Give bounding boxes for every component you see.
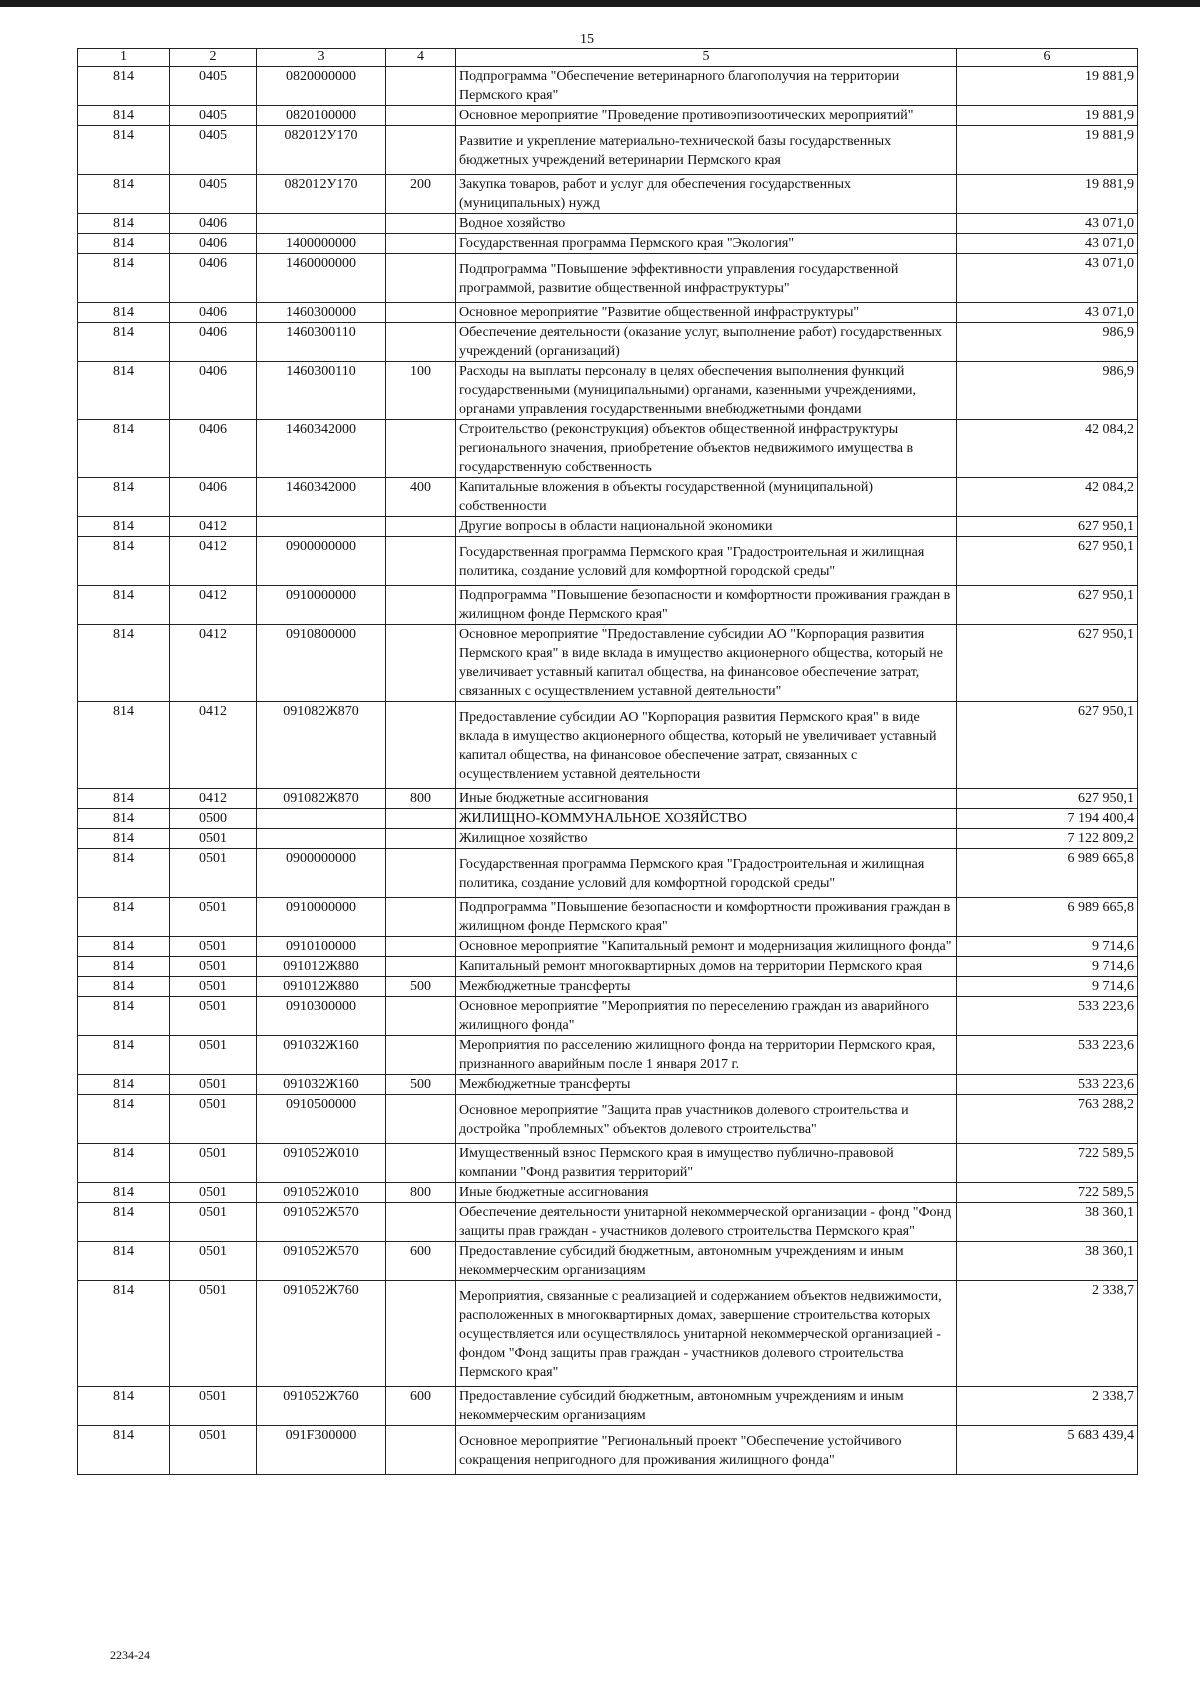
section-code: 0412 bbox=[170, 789, 257, 809]
section-code: 0501 bbox=[170, 1281, 257, 1387]
expense-type-code bbox=[386, 957, 456, 977]
table-row bbox=[78, 1095, 1138, 1144]
table-row bbox=[78, 957, 1138, 977]
target-article-code: 091052Ж570 bbox=[257, 1242, 386, 1281]
expense-type-code bbox=[386, 323, 456, 362]
table-row bbox=[78, 175, 1138, 214]
target-article-code: 0820000000 bbox=[257, 67, 386, 106]
section-code: 0405 bbox=[170, 106, 257, 126]
amount: 627 950,1 bbox=[957, 625, 1138, 702]
section-code: 0500 bbox=[170, 809, 257, 829]
target-article-code: 091032Ж160 bbox=[257, 1036, 386, 1075]
department-code: 814 bbox=[78, 789, 170, 809]
department-code: 814 bbox=[78, 254, 170, 303]
expense-type-code bbox=[386, 809, 456, 829]
table-row bbox=[78, 254, 1138, 303]
target-article-code: 1460342000 bbox=[257, 420, 386, 478]
target-article-code: 1460000000 bbox=[257, 254, 386, 303]
table-row bbox=[78, 106, 1138, 126]
table-row bbox=[78, 1242, 1138, 1281]
table-row bbox=[78, 977, 1138, 997]
expense-type-code bbox=[386, 1281, 456, 1387]
section-code: 0406 bbox=[170, 478, 257, 517]
department-code: 814 bbox=[78, 478, 170, 517]
department-code: 814 bbox=[78, 234, 170, 254]
expense-name: Основное мероприятие "Проведение противоэпизоотических мероприятий" bbox=[456, 106, 957, 126]
target-article-code bbox=[257, 809, 386, 829]
amount: 38 360,1 bbox=[957, 1203, 1138, 1242]
expense-type-code bbox=[386, 254, 456, 303]
target-article-code: 091052Ж010 bbox=[257, 1183, 386, 1203]
target-article-code: 091082Ж870 bbox=[257, 702, 386, 789]
expense-type-code bbox=[386, 586, 456, 625]
section-code: 0412 bbox=[170, 586, 257, 625]
expense-name: Закупка товаров, работ и услуг для обеспечения государственных (муниципальных) нужд bbox=[456, 175, 957, 214]
target-article-code: 0910000000 bbox=[257, 586, 386, 625]
scan-top-edge bbox=[0, 0, 1200, 7]
department-code: 814 bbox=[78, 702, 170, 789]
expense-type-code: 100 bbox=[386, 362, 456, 420]
department-code: 814 bbox=[78, 517, 170, 537]
target-article-code: 1460300110 bbox=[257, 362, 386, 420]
department-code: 814 bbox=[78, 625, 170, 702]
expense-type-code bbox=[386, 849, 456, 898]
expense-name: Капитальный ремонт многоквартирных домов на территории Пермского края bbox=[456, 957, 957, 977]
table-row bbox=[78, 1036, 1138, 1075]
department-code: 814 bbox=[78, 1183, 170, 1203]
table-row bbox=[78, 1426, 1138, 1475]
target-article-code bbox=[257, 214, 386, 234]
amount: 627 950,1 bbox=[957, 537, 1138, 586]
expense-type-code bbox=[386, 937, 456, 957]
amount: 9 714,6 bbox=[957, 937, 1138, 957]
amount: 2 338,7 bbox=[957, 1387, 1138, 1426]
section-code: 0412 bbox=[170, 625, 257, 702]
expense-type-code: 500 bbox=[386, 977, 456, 997]
expense-name: Предоставление субсидий бюджетным, автономным учреждениям и иным некоммерческим организациям bbox=[456, 1387, 957, 1426]
expense-type-code bbox=[386, 67, 456, 106]
amount: 533 223,6 bbox=[957, 997, 1138, 1036]
expense-name: Основное мероприятие "Защита прав участников долевого строительства и достройка "проблемных" объектов долевого строительства" bbox=[456, 1095, 957, 1144]
table-row bbox=[78, 898, 1138, 937]
budget-table bbox=[77, 48, 1138, 1475]
column-header: 3 bbox=[257, 49, 386, 67]
department-code: 814 bbox=[78, 937, 170, 957]
expense-name: Основное мероприятие "Капитальный ремонт и модернизация жилищного фонда" bbox=[456, 937, 957, 957]
expense-name: Основное мероприятие "Предоставление субсидии АО "Корпорация развития Пермского края" в виде вклада в имущество акционерного общества, который не увеличивает уставный капитал общества, на финансовое обеспечение затрат, связанных с осуществлением уставной деятельности" bbox=[456, 625, 957, 702]
expense-name: Капитальные вложения в объекты государственной (муниципальной) собственности bbox=[456, 478, 957, 517]
amount: 19 881,9 bbox=[957, 126, 1138, 175]
target-article-code: 0910100000 bbox=[257, 937, 386, 957]
expense-type-code bbox=[386, 214, 456, 234]
table-row bbox=[78, 323, 1138, 362]
section-code: 0501 bbox=[170, 829, 257, 849]
department-code: 814 bbox=[78, 586, 170, 625]
expense-name: Обеспечение деятельности (оказание услуг, выполнение работ) государственных учреждений (организаций) bbox=[456, 323, 957, 362]
amount: 19 881,9 bbox=[957, 106, 1138, 126]
expense-name: Основное мероприятие "Развитие общественной инфраструктуры" bbox=[456, 303, 957, 323]
table-row bbox=[78, 997, 1138, 1036]
amount: 5 683 439,4 bbox=[957, 1426, 1138, 1475]
target-article-code: 0910500000 bbox=[257, 1095, 386, 1144]
table-row bbox=[78, 537, 1138, 586]
target-article-code: 1460300110 bbox=[257, 323, 386, 362]
department-code: 814 bbox=[78, 809, 170, 829]
target-article-code: 0910300000 bbox=[257, 997, 386, 1036]
table-row bbox=[78, 1075, 1138, 1095]
section-code: 0501 bbox=[170, 1203, 257, 1242]
table-row bbox=[78, 67, 1138, 106]
amount: 2 338,7 bbox=[957, 1281, 1138, 1387]
expense-type-code bbox=[386, 517, 456, 537]
table-row bbox=[78, 702, 1138, 789]
section-code: 0501 bbox=[170, 1144, 257, 1183]
expense-type-code: 400 bbox=[386, 478, 456, 517]
department-code: 814 bbox=[78, 537, 170, 586]
section-code: 0406 bbox=[170, 254, 257, 303]
section-code: 0501 bbox=[170, 937, 257, 957]
expense-name: Межбюджетные трансферты bbox=[456, 977, 957, 997]
table-row bbox=[78, 1281, 1138, 1387]
target-article-code: 091012Ж880 bbox=[257, 977, 386, 997]
amount: 19 881,9 bbox=[957, 67, 1138, 106]
expense-type-code bbox=[386, 625, 456, 702]
expense-type-code bbox=[386, 1095, 456, 1144]
amount: 986,9 bbox=[957, 362, 1138, 420]
amount: 627 950,1 bbox=[957, 789, 1138, 809]
amount: 6 989 665,8 bbox=[957, 898, 1138, 937]
expense-type-code bbox=[386, 537, 456, 586]
expense-name: ЖИЛИЩНО-КОММУНАЛЬНОЕ ХОЗЯЙСТВО bbox=[456, 809, 957, 829]
expense-name: Основное мероприятие "Мероприятия по переселению граждан из аварийного жилищного фонда" bbox=[456, 997, 957, 1036]
table-row bbox=[78, 303, 1138, 323]
department-code: 814 bbox=[78, 898, 170, 937]
section-code: 0405 bbox=[170, 175, 257, 214]
expense-type-code bbox=[386, 234, 456, 254]
amount: 19 881,9 bbox=[957, 175, 1138, 214]
section-code: 0405 bbox=[170, 126, 257, 175]
expense-name: Обеспечение деятельности унитарной некоммерческой организации - фонд "Фонд защиты прав граждан - участников долевого строительства Пермского края" bbox=[456, 1203, 957, 1242]
target-article-code: 0820100000 bbox=[257, 106, 386, 126]
amount: 627 950,1 bbox=[957, 586, 1138, 625]
department-code: 814 bbox=[78, 829, 170, 849]
table-row bbox=[78, 1183, 1138, 1203]
expense-name: Предоставление субсидий бюджетным, автономным учреждениям и иным некоммерческим организациям bbox=[456, 1242, 957, 1281]
target-article-code bbox=[257, 517, 386, 537]
target-article-code: 1460300000 bbox=[257, 303, 386, 323]
amount: 43 071,0 bbox=[957, 254, 1138, 303]
department-code: 814 bbox=[78, 977, 170, 997]
expense-name: Государственная программа Пермского края "Экология" bbox=[456, 234, 957, 254]
department-code: 814 bbox=[78, 849, 170, 898]
section-code: 0501 bbox=[170, 1242, 257, 1281]
expense-name: Развитие и укрепление материально-технической базы государственных бюджетных учреждений ветеринарии Пермского края bbox=[456, 126, 957, 175]
target-article-code: 1400000000 bbox=[257, 234, 386, 254]
target-article-code: 0910800000 bbox=[257, 625, 386, 702]
expense-name: Расходы на выплаты персоналу в целях обеспечения выполнения функций государственными (муниципальными) органами, казенными учреждениями, органами управления государственными внебюджетными фондами bbox=[456, 362, 957, 420]
expense-name: Мероприятия, связанные с реализацией и содержанием объектов недвижимости, расположенных в многоквартирных домах, завершение строительства которых осуществляется или осуществлялось унитарной некоммерческой организацией - фондом "Фонд защиты прав граждан - участников долевого строительства Пермского края" bbox=[456, 1281, 957, 1387]
amount: 9 714,6 bbox=[957, 977, 1138, 997]
column-header: 2 bbox=[170, 49, 257, 67]
amount: 42 084,2 bbox=[957, 420, 1138, 478]
target-article-code: 091032Ж160 bbox=[257, 1075, 386, 1095]
amount: 43 071,0 bbox=[957, 234, 1138, 254]
department-code: 814 bbox=[78, 362, 170, 420]
amount: 6 989 665,8 bbox=[957, 849, 1138, 898]
department-code: 814 bbox=[78, 1144, 170, 1183]
amount: 9 714,6 bbox=[957, 957, 1138, 977]
section-code: 0501 bbox=[170, 1387, 257, 1426]
department-code: 814 bbox=[78, 126, 170, 175]
expense-name: Строительство (реконструкция) объектов общественной инфраструктуры регионального значения, приобретение объектов недвижимого имущества в государственную собственность bbox=[456, 420, 957, 478]
department-code: 814 bbox=[78, 1203, 170, 1242]
expense-name: Иные бюджетные ассигнования bbox=[456, 789, 957, 809]
department-code: 814 bbox=[78, 214, 170, 234]
section-code: 0501 bbox=[170, 849, 257, 898]
section-code: 0412 bbox=[170, 702, 257, 789]
amount: 38 360,1 bbox=[957, 1242, 1138, 1281]
target-article-code: 0900000000 bbox=[257, 537, 386, 586]
amount: 986,9 bbox=[957, 323, 1138, 362]
column-header: 1 bbox=[78, 49, 170, 67]
expense-name: Другие вопросы в области национальной экономики bbox=[456, 517, 957, 537]
amount: 533 223,6 bbox=[957, 1036, 1138, 1075]
amount: 7 194 400,4 bbox=[957, 809, 1138, 829]
section-code: 0501 bbox=[170, 1183, 257, 1203]
department-code: 814 bbox=[78, 1095, 170, 1144]
table-row bbox=[78, 1144, 1138, 1183]
target-article-code: 091082Ж870 bbox=[257, 789, 386, 809]
target-article-code: 091052Ж010 bbox=[257, 1144, 386, 1183]
department-code: 814 bbox=[78, 1075, 170, 1095]
department-code: 814 bbox=[78, 303, 170, 323]
section-code: 0501 bbox=[170, 977, 257, 997]
expense-type-code bbox=[386, 106, 456, 126]
department-code: 814 bbox=[78, 1036, 170, 1075]
section-code: 0501 bbox=[170, 898, 257, 937]
department-code: 814 bbox=[78, 175, 170, 214]
department-code: 814 bbox=[78, 1387, 170, 1426]
table-row bbox=[78, 809, 1138, 829]
expense-type-code bbox=[386, 126, 456, 175]
expense-type-code bbox=[386, 420, 456, 478]
target-article-code: 091052Ж760 bbox=[257, 1281, 386, 1387]
table-row bbox=[78, 1203, 1138, 1242]
table-row bbox=[78, 586, 1138, 625]
expense-type-code: 800 bbox=[386, 789, 456, 809]
table-row bbox=[78, 234, 1138, 254]
target-article-code: 091F300000 bbox=[257, 1426, 386, 1475]
table-row bbox=[78, 789, 1138, 809]
expense-name: Жилищное хозяйство bbox=[456, 829, 957, 849]
section-code: 0412 bbox=[170, 517, 257, 537]
amount: 43 071,0 bbox=[957, 214, 1138, 234]
expense-type-code bbox=[386, 1426, 456, 1475]
amount: 763 288,2 bbox=[957, 1095, 1138, 1144]
expense-type-code bbox=[386, 1036, 456, 1075]
department-code: 814 bbox=[78, 1242, 170, 1281]
table-row bbox=[78, 362, 1138, 420]
expense-type-code bbox=[386, 997, 456, 1036]
table-row bbox=[78, 517, 1138, 537]
expense-name: Подпрограмма "Повышение безопасности и комфортности проживания граждан в жилищном фонде Пермского края" bbox=[456, 586, 957, 625]
department-code: 814 bbox=[78, 67, 170, 106]
amount: 7 122 809,2 bbox=[957, 829, 1138, 849]
table-row bbox=[78, 849, 1138, 898]
expense-type-code bbox=[386, 303, 456, 323]
department-code: 814 bbox=[78, 420, 170, 478]
section-code: 0501 bbox=[170, 1075, 257, 1095]
department-code: 814 bbox=[78, 106, 170, 126]
column-number-row bbox=[78, 49, 1138, 67]
section-code: 0501 bbox=[170, 997, 257, 1036]
section-code: 0501 bbox=[170, 1095, 257, 1144]
amount: 722 589,5 bbox=[957, 1183, 1138, 1203]
table-row bbox=[78, 625, 1138, 702]
expense-name: Водное хозяйство bbox=[456, 214, 957, 234]
department-code: 814 bbox=[78, 1281, 170, 1387]
amount: 43 071,0 bbox=[957, 303, 1138, 323]
expense-type-code bbox=[386, 829, 456, 849]
table-row bbox=[78, 478, 1138, 517]
section-code: 0412 bbox=[170, 537, 257, 586]
department-code: 814 bbox=[78, 1426, 170, 1475]
target-article-code bbox=[257, 829, 386, 849]
target-article-code: 091052Ж570 bbox=[257, 1203, 386, 1242]
expense-name: Подпрограмма "Повышение безопасности и комфортности проживания граждан в жилищном фонде Пермского края" bbox=[456, 898, 957, 937]
column-header: 5 bbox=[456, 49, 957, 67]
target-article-code: 091012Ж880 bbox=[257, 957, 386, 977]
amount: 722 589,5 bbox=[957, 1144, 1138, 1183]
expense-name: Мероприятия по расселению жилищного фонда на территории Пермского края, признанного аварийным после 1 января 2017 г. bbox=[456, 1036, 957, 1075]
expense-type-code bbox=[386, 702, 456, 789]
target-article-code: 0900000000 bbox=[257, 849, 386, 898]
department-code: 814 bbox=[78, 323, 170, 362]
section-code: 0501 bbox=[170, 1036, 257, 1075]
table-row bbox=[78, 937, 1138, 957]
amount: 533 223,6 bbox=[957, 1075, 1138, 1095]
expense-type-code: 500 bbox=[386, 1075, 456, 1095]
target-article-code: 0910000000 bbox=[257, 898, 386, 937]
target-article-code: 082012У170 bbox=[257, 126, 386, 175]
page-number: 15 bbox=[580, 32, 594, 47]
expense-name: Подпрограмма "Повышение эффективности управления государственной программой, развитие общественной инфраструктуры" bbox=[456, 254, 957, 303]
amount: 627 950,1 bbox=[957, 702, 1138, 789]
section-code: 0405 bbox=[170, 67, 257, 106]
amount: 42 084,2 bbox=[957, 478, 1138, 517]
expense-name: Межбюджетные трансферты bbox=[456, 1075, 957, 1095]
section-code: 0406 bbox=[170, 234, 257, 254]
expense-type-code: 800 bbox=[386, 1183, 456, 1203]
expense-name: Подпрограмма "Обеспечение ветеринарного благополучия на территории Пермского края" bbox=[456, 67, 957, 106]
table-body bbox=[78, 67, 1138, 1475]
expense-name: Имущественный взнос Пермского края в имущество публично-правовой компании "Фонд развития территорий" bbox=[456, 1144, 957, 1183]
table-row bbox=[78, 420, 1138, 478]
section-code: 0501 bbox=[170, 957, 257, 977]
expense-type-code bbox=[386, 1144, 456, 1183]
target-article-code: 1460342000 bbox=[257, 478, 386, 517]
expense-type-code: 200 bbox=[386, 175, 456, 214]
expense-name: Предоставление субсидии АО "Корпорация развития Пермского края" в виде вклада в имущество акционерного общества, который не увеличивает уставный капитал общества, на финансовое обеспечение затрат, связанных с осуществлением уставной деятельности bbox=[456, 702, 957, 789]
expense-name: Государственная программа Пермского края "Градостроительная и жилищная политика, создание условий для комфортной городской среды" bbox=[456, 849, 957, 898]
column-header: 4 bbox=[386, 49, 456, 67]
section-code: 0501 bbox=[170, 1426, 257, 1475]
department-code: 814 bbox=[78, 957, 170, 977]
section-code: 0406 bbox=[170, 303, 257, 323]
expense-name: Государственная программа Пермского края "Градостроительная и жилищная политика, создание условий для комфортной городской среды" bbox=[456, 537, 957, 586]
document-code: 2234-24 bbox=[110, 1648, 150, 1662]
expense-name: Иные бюджетные ассигнования bbox=[456, 1183, 957, 1203]
table-row bbox=[78, 214, 1138, 234]
department-code: 814 bbox=[78, 997, 170, 1036]
expense-type-code: 600 bbox=[386, 1387, 456, 1426]
target-article-code: 091052Ж760 bbox=[257, 1387, 386, 1426]
table-row bbox=[78, 126, 1138, 175]
section-code: 0406 bbox=[170, 420, 257, 478]
table-row bbox=[78, 829, 1138, 849]
section-code: 0406 bbox=[170, 323, 257, 362]
section-code: 0406 bbox=[170, 214, 257, 234]
expense-type-code: 600 bbox=[386, 1242, 456, 1281]
column-header: 6 bbox=[957, 49, 1138, 67]
target-article-code: 082012У170 bbox=[257, 175, 386, 214]
expense-type-code bbox=[386, 1203, 456, 1242]
amount: 627 950,1 bbox=[957, 517, 1138, 537]
section-code: 0406 bbox=[170, 362, 257, 420]
table-row bbox=[78, 1387, 1138, 1426]
expense-name: Основное мероприятие "Региональный проект "Обеспечение устойчивого сокращения непригодного для проживания жилищного фонда" bbox=[456, 1426, 957, 1475]
expense-type-code bbox=[386, 898, 456, 937]
